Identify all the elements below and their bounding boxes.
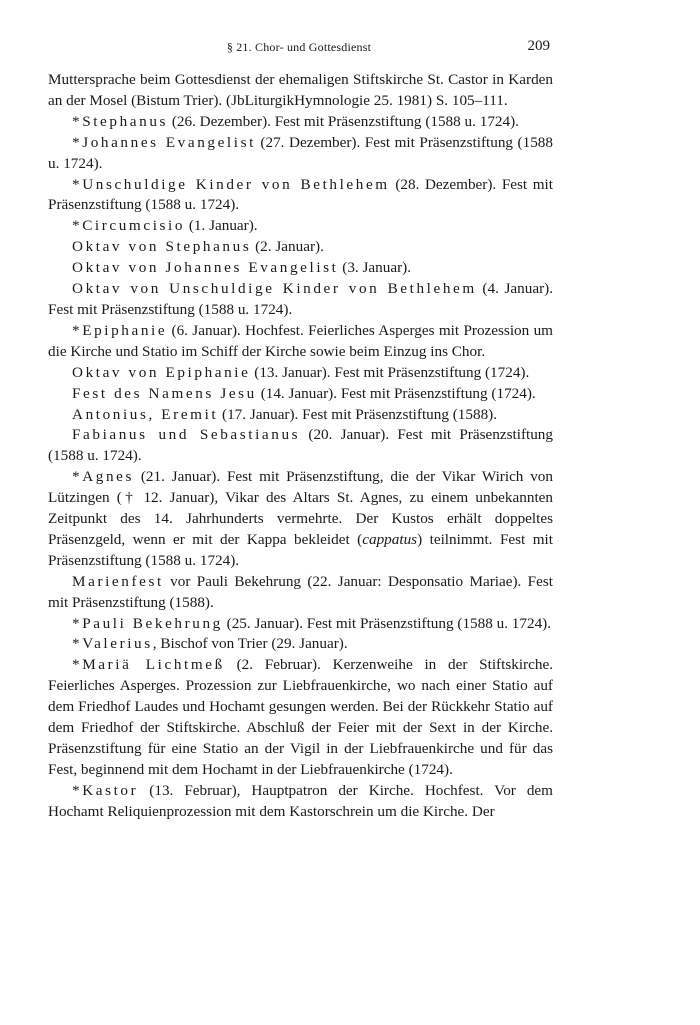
feast-name: Oktav von Epiphanie xyxy=(72,363,251,381)
feast-name: *Epiphanie xyxy=(72,321,168,339)
feast-entry: *Valerius, Bischof von Trier (29. Januar). xyxy=(72,635,348,653)
feast-entry: *Unschuldige Kinder von Bethlehem (28. Dezember). Fest mit Präsenzstiftung (1588 u. 1724). xyxy=(48,175,553,214)
feast-entry: Marienfest vor Pauli Bekehrung (22. Januar: Desponsatio Mariae). Fest mit Präsenzstiftung (1588). xyxy=(48,572,553,611)
feast-name: *Stephanus xyxy=(72,112,169,130)
feast-name: Oktav von Stephanus xyxy=(72,238,252,256)
feast-name: *Valerius xyxy=(72,635,153,653)
feast-entry: *Kastor (13. Februar), Hauptpatron der Kirche. Hochfest. Vor dem Hochamt Reliquienprozession mit dem Kastorschrein um die Kirche. Der xyxy=(48,781,553,820)
feast-entry: Antonius, Eremit (17. Januar). Fest mit Präsenzstiftung (1588). xyxy=(72,405,498,423)
feast-entry: *Mariä Lichtmeß (2. Februar). Kerzenweihe in der Stiftskirche. Feierliches Asperges. Prozession zur Liebfrauenkirche, wo nach einer Statio auf dem Friedhof Laudes und Hochamt gesungen werden. Bei der Rückkehr Statio auf dem Friedhof der Stiftskirche. Abschluß der Feier mit der Sext in der Kirche. Präsenzstiftung für eine Statio an der Vigil in der Liebfrauenkirche und für das Fest, beginnend mit dem Hochamt in der Liebfrauenkirche (1724). xyxy=(48,656,553,778)
page-header xyxy=(48,38,550,58)
feast-entry: *Circumcisio (1. Januar). xyxy=(72,217,258,235)
feast-name: Fabianus und Sebastianus xyxy=(72,426,301,444)
latin-term: cappatus xyxy=(362,530,418,548)
feast-name: *Unschuldige Kinder von Bethlehem xyxy=(72,175,390,193)
feast-entry: Oktav von Epiphanie (13. Januar). Fest mit Präsenzstiftung (1724). xyxy=(72,363,530,381)
feast-name: *Circumcisio xyxy=(72,217,186,235)
feast-name: Marienfest xyxy=(72,572,164,590)
feast-entry: *Pauli Bekehrung (25. Januar). Fest mit Präsenzstiftung (1588 u. 1724). xyxy=(72,614,552,632)
running-head: § 21. Chor- und Gottesdienst xyxy=(226,40,372,54)
feast-entry: Fabianus und Sebastianus (20. Januar). Fest mit Präsenzstiftung (1588 u. 1724). xyxy=(48,426,553,465)
body-text xyxy=(48,70,553,823)
feast-name: Antonius, Eremit xyxy=(72,405,219,423)
feast-entry: *Agnes (21. Januar). Fest mit Präsenzstiftung, die der Vikar Wirich von Lützingen († 12. Januar), Vikar des Altars St. Agnes, zu einem unbekannten Zeitpunkt des 14. Jahrhunderts vermehrte. Der Kustos erhält doppeltes Präsenzgeld, wenn er mit der Kappa bekleidet (cappatus) teilnimmt. Fest mit Präsenzstiftung (1588 u. 1724). xyxy=(48,468,554,569)
feast-entry: *Epiphanie (6. Januar). Hochfest. Feierliches Asperges mit Prozession um die Kirche und Statio im Schiff der Kirche sowie beim Einzug ins Chor. xyxy=(48,321,553,360)
feast-entry: Oktav von Johannes Evangelist (3. Januar). xyxy=(72,259,412,277)
feast-name: Oktav von Unschuldige Kinder von Bethlehem xyxy=(72,280,477,298)
feast-name: *Kastor xyxy=(72,781,139,799)
feast-entry: Fest des Namens Jesu (14. Januar). Fest mit Präsenzstiftung (1724). xyxy=(72,384,536,402)
feast-name: Fest des Namens Jesu xyxy=(72,384,257,402)
feast-name: *Pauli Bekehrung xyxy=(72,614,223,632)
feast-entry: *Johannes Evangelist (27. Dezember). Fest mit Präsenzstiftung (1588 u. 1724). xyxy=(48,133,553,172)
feast-entry: Oktav von Stephanus (2. Januar). xyxy=(72,238,324,256)
feast-entry: Oktav von Unschuldige Kinder von Bethlehem (4. Januar). Fest mit Präsenzstiftung (1588 u. 1724). xyxy=(48,280,553,318)
feast-name: *Johannes Evangelist xyxy=(72,133,256,151)
feast-entry: *Stephanus (26. Dezember). Fest mit Präsenzstiftung (1588 u. 1724). xyxy=(72,112,519,130)
feast-name: Oktav von Johannes Evangelist xyxy=(72,259,339,277)
page-number: 209 xyxy=(527,38,550,54)
feast-name: *Agnes xyxy=(72,468,135,486)
paragraph: Muttersprache beim Gottesdienst der ehemaligen Stiftskirche St. Castor in Karden an der Mosel (Bistum Trier). (JbLiturgikHymnologie 25. 1981) S. 105–111. xyxy=(48,71,553,109)
feast-name: *Mariä Lichtmeß xyxy=(72,656,225,674)
